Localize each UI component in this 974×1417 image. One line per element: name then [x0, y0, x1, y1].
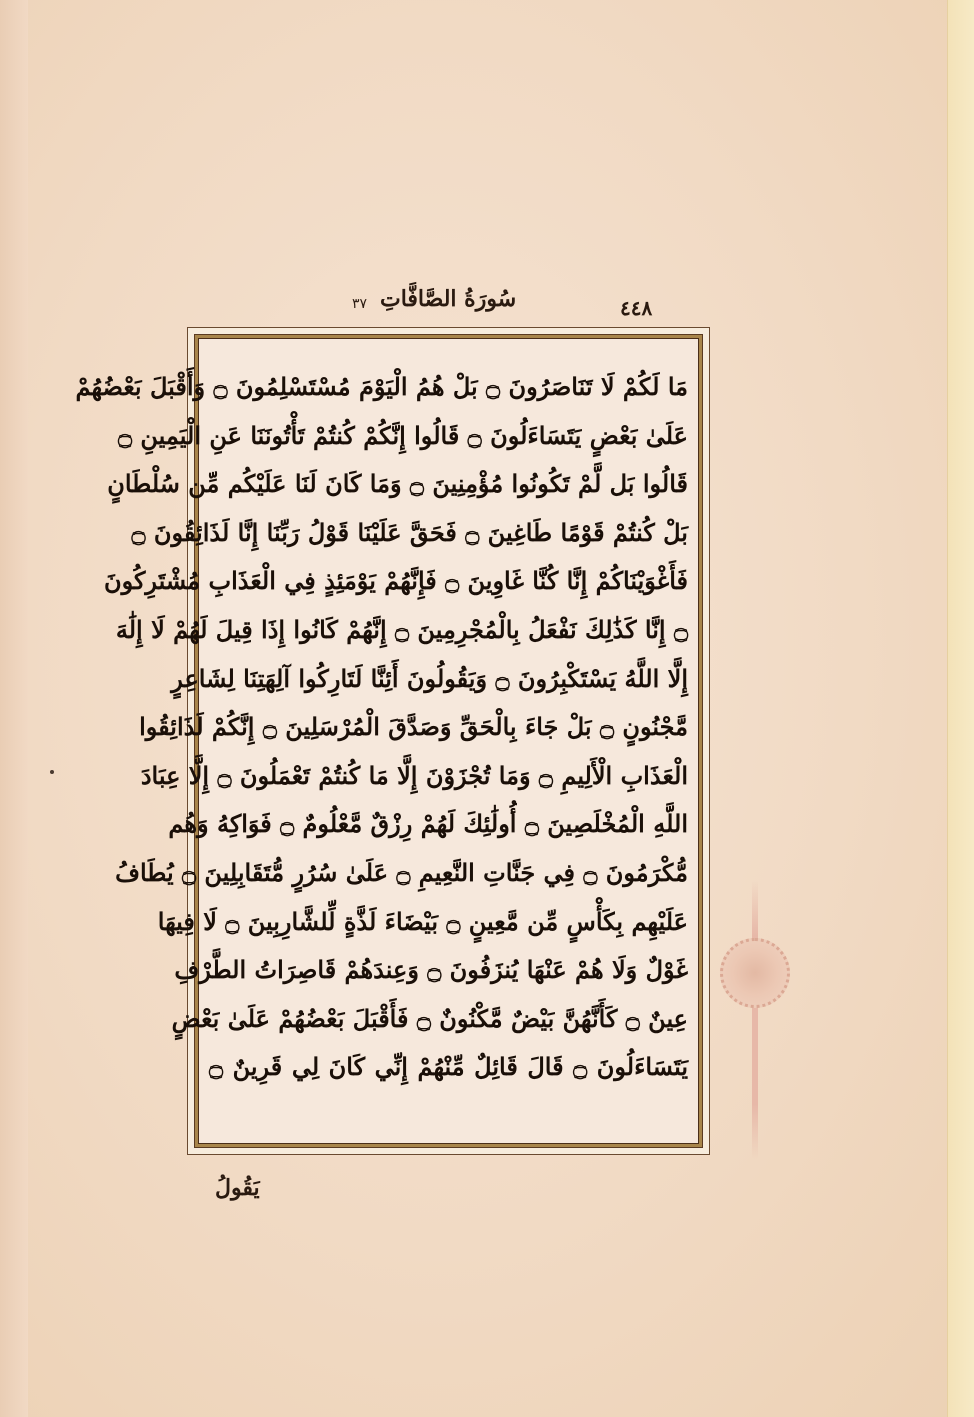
page-edge — [947, 0, 974, 1417]
catchword: يَقُولُ — [215, 1175, 260, 1201]
text-line-7: إِلَّا اللَّهُ يَسْتَكْبِرُونَ ۝ وَيَقُولُونَ أَئِنَّا لَتَارِكُوا آلِهَتِنَا لِشَاعِرٍ — [171, 663, 688, 693]
text-line-14: عِينٌ ۝ كَأَنَّهُنَّ بَيْضٌ مَّكْنُونٌ ۝ فَأَقْبَلَ بَعْضُهُمْ عَلَىٰ بَعْضٍ — [171, 1003, 688, 1033]
text-line-9: الْعَذَابِ الْأَلِيمِ ۝ وَمَا تُجْزَوْنَ إِلَّا مَا كُنتُمْ تَعْمَلُونَ ۝ إِلَّا عِبَادَ — [140, 760, 688, 790]
text-line-11: مُّكْرَمُونَ ۝ فِي جَنَّاتِ النَّعِيمِ ۝ عَلَىٰ سُرُرٍ مُّتَقَابِلِينَ ۝ يُطَافُ — [115, 857, 688, 887]
text-frame — [75, 327, 710, 1155]
page-gutter — [0, 0, 28, 1417]
text-line-2: عَلَىٰ بَعْضٍ يَتَسَاءَلُونَ ۝ قَالُوا إِنَّكُمْ كُنتُمْ تَأْتُونَنَا عَنِ الْيَمِينِ ۝ — [117, 420, 688, 450]
page-header — [300, 286, 700, 326]
ornament-medallion — [720, 938, 790, 1008]
text-line-15: يَتَسَاءَلُونَ ۝ قَالَ قَائِلٌ مِّنْهُمْ إِنِّي كَانَ لِي قَرِينٌ ۝ — [209, 1052, 688, 1082]
surah-title: سُورَةُ الصَّافَّاتِ — [380, 286, 517, 312]
ink-spot — [50, 770, 54, 774]
text-line-4: بَلْ كُنتُمْ قَوْمًا طَاغِينَ ۝ فَحَقَّ عَلَيْنَا قَوْلُ رَبِّنَا إِنَّا لَذَائِقُونَ ۝ — [131, 517, 688, 547]
text-line-13: غَوْلٌ وَلَا هُمْ عَنْهَا يُنزَفُونَ ۝ وَعِندَهُمْ قَاصِرَاتُ الطَّرْفِ — [174, 955, 688, 985]
page-number: ٤٤٨ — [620, 296, 653, 320]
ornament-stem — [752, 880, 758, 1160]
text-line-8: مَّجْنُونٍ ۝ بَلْ جَاءَ بِالْحَقِّ وَصَدَّقَ الْمُرْسَلِينَ ۝ إِنَّكُمْ لَذَائِقُوا — [139, 712, 688, 742]
text-line-5: فَأَغْوَيْنَاكُمْ إِنَّا كُنَّا غَاوِينَ ۝ فَإِنَّهُمْ يَوْمَئِذٍ فِي الْعَذَابِ مُشْتَرِكُونَ — [103, 566, 688, 596]
text-line-10: اللَّهِ الْمُخْلَصِينَ ۝ أُولَٰئِكَ لَهُمْ رِزْقٌ مَّعْلُومٌ ۝ فَوَاكِهُ وَهُم — [168, 809, 688, 839]
text-line-12: عَلَيْهِم بِكَأْسٍ مِّن مَّعِينٍ ۝ بَيْضَاءَ لَذَّةٍ لِّلشَّارِبِينَ ۝ لَا فِيهَا — [157, 906, 688, 936]
text-line-6: ۝ إِنَّا كَذَٰلِكَ نَفْعَلُ بِالْمُجْرِمِينَ ۝ إِنَّهُمْ كَانُوا إِذَا قِيلَ لَهُمْ لَا إِلَٰهَ — [115, 614, 688, 644]
margin-ornament — [716, 880, 796, 1160]
text-block — [75, 363, 688, 1133]
inner-border — [75, 338, 699, 1144]
text-line-1: مَا لَكُمْ لَا تَنَاصَرُونَ ۝ بَلْ هُمُ الْيَوْمَ مُسْتَسْلِمُونَ ۝ وَأَقْبَلَ بَعْضُهُمْ — [75, 372, 688, 401]
surah-number: ٣٧ — [352, 296, 368, 312]
text-line-3: قَالُوا بَل لَّمْ تَكُونُوا مُؤْمِنِينَ ۝ وَمَا كَانَ لَنَا عَلَيْكُم مِّن سُلْطَانٍ — [107, 469, 688, 499]
